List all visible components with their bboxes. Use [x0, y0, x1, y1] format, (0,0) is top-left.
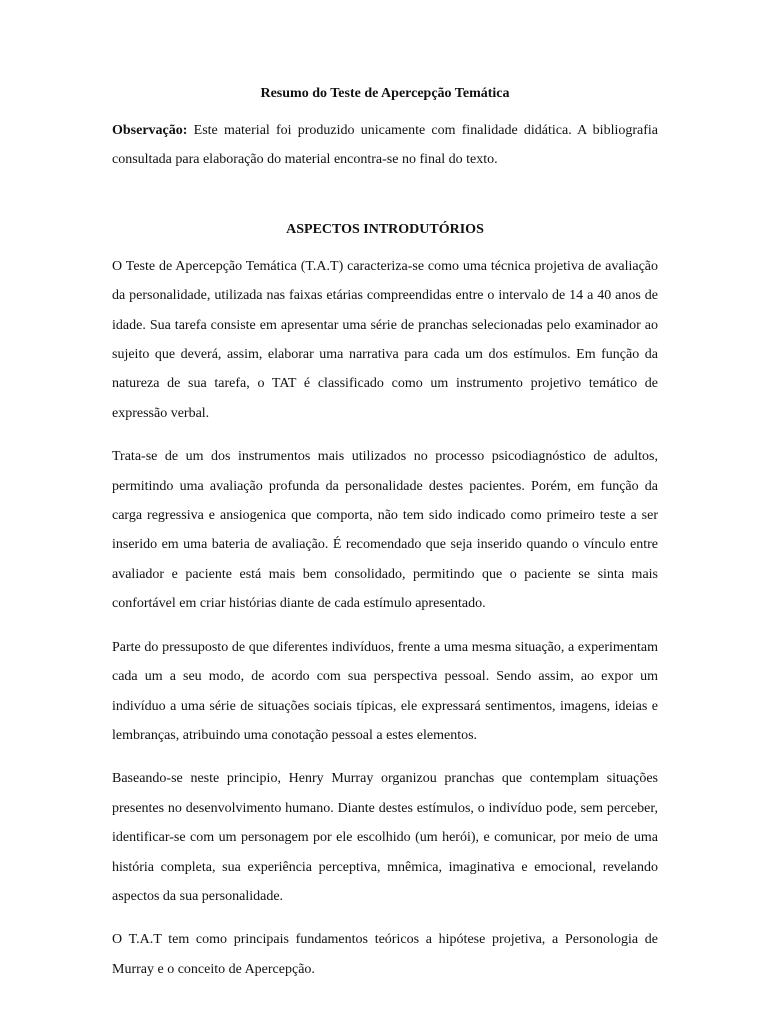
observation-text: Este material foi produzido unicamente com finalidade didática. A bibliografia consultada para elaboração do material encontra-se no final do texto. [112, 123, 658, 168]
body-paragraph-2: Trata-se de um dos instrumentos mais utilizados no processo psicodiagnóstico de adultos, permitindo uma avaliação profunda da personalidade destes pacientes. Porém, em função da carga regressiva e ansiogenica que comporta, não tem sido indicado como primeiro teste a ser inserido em uma bateria de avaliação. É recomendado que seja inserido quando o vínculo entre avaliador e paciente está mais bem consolidado, permitindo que o paciente se sinta mais confortável em criar histórias diante de cada estímulo apresentado. [112, 449, 658, 612]
section-heading: ASPECTOS INTRODUTÓRIOS [286, 221, 484, 237]
document-page [112, 82, 658, 998]
body-paragraph-5: O T.A.T tem como principais fundamentos teóricos a hipótese projetiva, a Personologia de Murray e o conceito de Apercepção. [112, 932, 658, 977]
body-paragraph-3: Parte do pressuposto de que diferentes indivíduos, frente a uma mesma situação, a experimentam cada um a seu modo, de acordo com sua perspectiva pessoal. Sendo assim, ao expor um indivíduo a uma série de situações sociais típicas, ele expressará sentimentos, imagens, ideias e lembranças, atribuindo uma conotação pessoal a estes elementos. [112, 639, 658, 743]
body-paragraph-4: Baseando-se neste principio, Henry Murray organizou pranchas que contemplam situações presentes no desenvolvimento humano. Diante destes estímulos, o indivíduo pode, sem perceber, identificar-se com um personagem por ele escolhido (um herói), e comunicar, por meio de uma história completa, sua experiência perceptiva, mnêmica, imaginativa e emocional, revelando aspectos da sua personalidade. [112, 771, 658, 904]
body-paragraph-1: O Teste de Apercepção Temática (T.A.T) caracteriza-se como uma técnica projetiva de avaliação da personalidade, utilizada nas faixas etárias compreendidas entre o intervalo de 14 a 40 anos de idade. Sua tarefa consiste em apresentar uma série de pranchas selecionadas pelo examinador ao sujeito que deverá, assim, elaborar uma narrativa para cada um dos estímulos. Em função da natureza de sua tarefa, o TAT é classificado como um instrumento projetivo temático de expressão verbal. [112, 258, 658, 421]
observation-label: Observação: [112, 123, 188, 138]
observation-paragraph [112, 116, 658, 175]
document-title: Resumo do Teste de Apercepção Temática [260, 86, 510, 101]
